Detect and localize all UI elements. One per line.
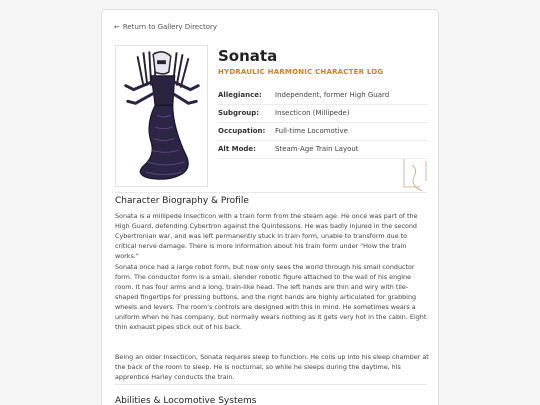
- info-value: Steam-Age Train Layout: [275, 140, 428, 158]
- info-row-subgroup: [218, 104, 428, 122]
- character-subtitle: HYDRAULIC HARMONIC CHARACTER LOG: [218, 68, 384, 76]
- abilities-heading: Abilities & Locomotive Systems: [115, 396, 257, 405]
- section-divider: [115, 192, 427, 193]
- info-row-occupation: [218, 122, 428, 140]
- background-sketch: [400, 157, 439, 207]
- portrait-illustration: [116, 46, 207, 186]
- biography-paragraph: Being an older Insecticon, Sonata requires sleep to function. He coils up into his sleep chamber at the back of the room to sleep. He is nocturnal, so while he sleeps during the daytime, his apprentice Harley conducts the train.: [115, 353, 429, 381]
- info-label: Subgroup:: [218, 104, 275, 122]
- character-portrait: [115, 45, 208, 187]
- info-label: Allegiance:: [218, 86, 275, 104]
- biography-paragraph: Sonata once had a large robot form, but now only sees the world through his small conductor form. The conductor form is a small, slender robotic figure attached to the wall of his engine room. It has four arms and a long, train-like head. The left hands are thin and wiry with tile-shaped fingertips for pressing buttons, and the right hands are highly articulated for grabbing wheels and levers. The room's controls are designed with this in mind. He sometimes wears a uniform when he has company, but normally wears nothing as it gets very hot in the cabin. Eight thin exhaust pipes stick out of his back.: [115, 263, 427, 331]
- character-info-table: [218, 86, 428, 159]
- profile-card: [101, 9, 439, 405]
- info-label: Alt Mode:: [218, 140, 275, 158]
- info-value: Independent, former High Guard: [275, 86, 428, 104]
- back-to-gallery-link[interactable]: ← Return to Gallery Directory: [114, 23, 217, 31]
- info-row-allegiance: [218, 86, 428, 104]
- info-row-alt-mode: [218, 140, 428, 158]
- info-value: Insecticon (Millipede): [275, 104, 428, 122]
- info-value: Full-time Locomotive: [275, 122, 428, 140]
- biography-heading: Character Biography & Profile: [115, 196, 249, 206]
- left-arrow-icon: ←: [114, 23, 120, 31]
- info-label: Occupation:: [218, 122, 275, 140]
- sketch-lines: [400, 157, 439, 207]
- biography-paragraph: Sonata is a millipede Insecticon with a train form from the steam age. He once was part of the High Guard, defending Cybertron against the Quintessons. He was badly injured in the second Cybertronian war, and was left permanently stuck in train form, unable to transform due to critical nerve damage. There is more information about his train form under "How the train works.": [115, 212, 418, 260]
- section-divider: [115, 384, 427, 385]
- character-name: Sonata: [218, 47, 278, 65]
